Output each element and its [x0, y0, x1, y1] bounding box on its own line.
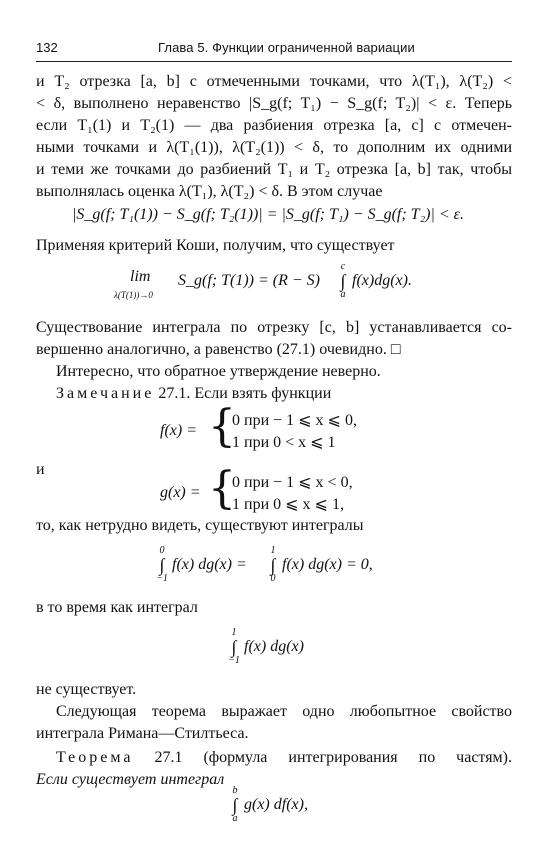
theorem-text: 27.1 (формула интегрирования по частям). — [154, 749, 513, 766]
text-line-12: в то время как интеграл — [36, 599, 198, 616]
equation-cauchy-estimate: |S_g(f; T₁(1)) − S_g(f; T₂(1))| = |S_g(f; T₁) − S_g(f; T₂)| < ε. — [72, 206, 464, 223]
integral-sign: ∫ — [232, 795, 238, 815]
limit-operator: lim — [130, 268, 151, 285]
f-brace: { — [208, 401, 236, 452]
text-line-3: если T₁(1) и T₂(1) — два разбиения отрезка [a, c] с отмечен- — [36, 117, 512, 134]
integral-lower-limit: a — [232, 813, 238, 824]
equation-g-df: g(x) df(x), — [244, 796, 308, 813]
integral-a-c — [336, 262, 350, 300]
text-line-13: не существует. — [36, 681, 137, 698]
remark-label: Замечание — [56, 385, 155, 402]
text-line-1: и T₂ отрезка [a, b] с отмеченными точками, что λ(T₁), λ(T₂) < — [36, 73, 512, 90]
integral-sign: ∫ — [231, 637, 237, 657]
integral-minus1-0 — [154, 546, 170, 584]
text-line-9: вершенно аналогично, а равенство (27.1) очевидно. □ — [36, 341, 401, 358]
g-case-1: 0 при − 1 ⩽ x < 0, — [232, 474, 353, 491]
text-line-11: то, как нетрудно видеть, существуют интегралы — [36, 517, 364, 534]
integral-0-1 — [266, 546, 280, 584]
integral-sign: ∫ — [340, 271, 346, 291]
integral-sign: ∫ — [270, 555, 276, 575]
f-definition-lhs: f(x) = — [160, 422, 197, 439]
integral-lower-limit: a — [340, 289, 346, 300]
integral-upper-limit: c — [340, 261, 346, 272]
f-case-2: 1 при 0 < x ⩽ 1 — [232, 434, 336, 451]
integral-minus1-1 — [226, 628, 242, 666]
text-line-7: Применяя критерий Коши, получим, что существует — [36, 237, 395, 254]
g-case-2: 1 при 0 ⩽ x ⩽ 1, — [232, 496, 344, 513]
g-brace: { — [208, 463, 236, 514]
integral-lower-limit: −1 — [228, 655, 240, 666]
text-and: и — [36, 461, 45, 478]
integral-sign: ∫ — [159, 555, 165, 575]
integral-lower-limit: −1 — [156, 573, 168, 584]
integral-upper-limit: 0 — [159, 545, 165, 556]
integral-upper-limit: b — [232, 785, 238, 796]
text-line-5: и теми же точками до разбиений T₁ и T₂ отрезка [a, b] так, чтобы — [36, 161, 512, 178]
equation-integrals-a: f(x) dg(x) = — [172, 556, 247, 573]
g-definition-lhs: g(x) = — [160, 484, 201, 501]
text-line-10: Интересно, что обратное утверждение неверно. — [56, 363, 381, 380]
limit-subscript: λ(T(1))→0 — [114, 290, 153, 300]
header-rule — [36, 61, 512, 62]
remark-text: 27.1. Если взять функции — [158, 385, 332, 402]
limit-expression: S_g(f; T(1)) = (R − S) — [178, 272, 321, 289]
chapter-title: Глава 5. Функции ограниченной вариации — [158, 40, 415, 55]
text-line-4: ными точками и λ(T₁(1)), λ(T₂(1)) < δ, то дополним их одними — [36, 139, 512, 156]
limit-integrand: f(x)dg(x). — [352, 272, 412, 289]
theorem-line — [56, 748, 512, 768]
equation-integrals-b: f(x) dg(x) = 0, — [282, 556, 373, 573]
f-case-1: 0 при − 1 ⩽ x ⩽ 0, — [232, 412, 357, 429]
integral-upper-limit: 1 — [231, 627, 237, 638]
text-line-8: Существование интеграла по отрезку [c, b] устанавливается со- — [36, 319, 512, 336]
text-line-16: Если существует интеграл — [36, 771, 225, 788]
text-line-2: < δ, выполнено неравенство |S_g(f; T₁) − S_g(f; T₂)| < ε. Теперь — [36, 95, 512, 112]
page-number: 132 — [36, 40, 58, 55]
equation-nonexistent-integral: f(x) dg(x) — [244, 638, 304, 655]
running-header — [36, 40, 512, 60]
text-line-6: выполнялась оценка λ(T₁), λ(T₂) < δ. В этом случае — [36, 183, 383, 200]
text-line-14: Следующая теорема выражает одно любопытное свойство — [56, 703, 512, 720]
theorem-label: Теорема — [56, 749, 134, 766]
integral-a-b — [228, 786, 242, 824]
integral-upper-limit: 1 — [270, 545, 276, 556]
remark-line — [56, 384, 512, 404]
integral-lower-limit: 0 — [270, 573, 276, 584]
text-line-15: интеграла Римана—Стилтьеса. — [36, 725, 249, 742]
